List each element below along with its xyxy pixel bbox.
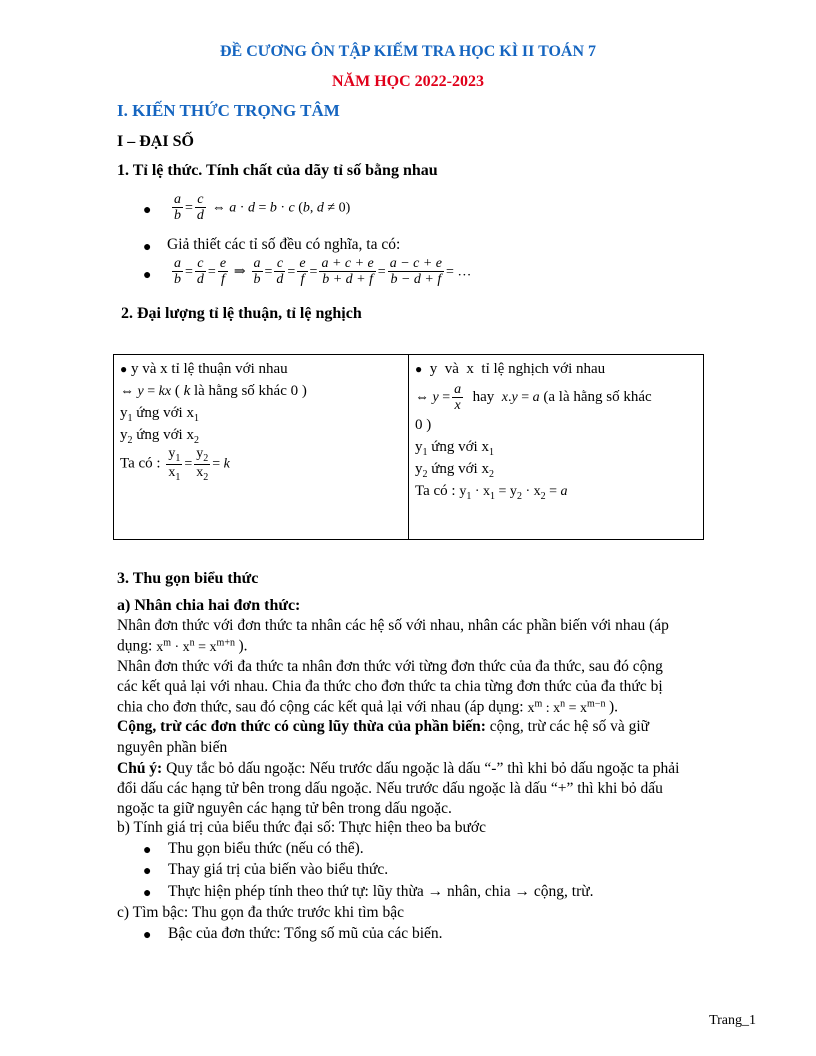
inverse-def: (a là hằng số khác [543,389,652,405]
inverse-def-cont: 0 ) [415,417,432,433]
inverse-title: tỉ lệ nghịch với nhau [481,361,606,377]
formula-proportion: $\frac{a}{b}$ = $\frac{c}{d}$ ⇔ a · d = b · c (b, d ≠ 0) [174,192,351,224]
list-item: Thay giá trị của biến vào biểu thức. [168,861,389,878]
bullet-icon: ● [143,203,152,218]
list-item: Thu gọn biểu thức (nếu có thể). [168,840,364,857]
page-number: Trang_1 [709,1013,756,1028]
sub-c-heading: c) Tìm bậc: Thu gọn đa thức trước khi tìm bậc [117,904,404,921]
hay-text: hay [472,389,495,405]
direct-title: y và x tỉ lệ thuận với nhau [131,361,288,377]
proportion-table [113,354,704,540]
note-label: Chú ý: [117,760,163,777]
bullet-icon: ● [143,268,152,283]
paragraph-line [117,760,679,778]
bullet-icon: ● [143,864,152,879]
part3-heading: 3. Thu gọn biểu thức [117,570,259,587]
paragraph-line: chia cho đơn thức, sau đó cộng các kết quả lại với nhau (áp dụng: $x^m$ : $x^n = x^{m-n}$ ). [117,698,618,716]
sub-a-heading: a) Nhân chia hai đơn thức: [117,597,301,614]
part1-heading: 1. Tỉ lệ thức. Tính chất của dãy tỉ số bằng nhau [117,162,438,179]
bullet-icon: ● [143,928,152,943]
algebra-heading: I – ĐẠI SỐ [117,133,194,150]
list-item: Thực hiện phép tính theo thứ tự: lũy thừa → nhân, chia → cộng, trừ. [168,883,594,900]
text-run: Quy tắc bỏ dấu ngoặc: Nếu trước dấu ngoặc là dấu “-” thì khi bỏ dấu ngoặc ta phải [162,760,680,777]
formula-ratio-chain: $\frac{a}{b}$ = $\frac{c}{d}$ = $\frac{e}{f}$ ⇒ $\frac{a}{b}$ = $\frac{c}{d}$ = $\frac{e}{f}$ = $\frac{a + c + e}{b + d + f}$ = $\frac{a - c + e}{b - d + f}$ = … [174,256,472,288]
school-year: NĂM HỌC 2022-2023 [332,73,484,90]
row-text: ứng với [431,439,478,455]
document-title: ĐỀ CƯƠNG ÔN TẬP KIẾM TRA HỌC KÌ II TOÁN 7 [219,43,597,60]
direct-proportion-cell: ● y và x tỉ lệ thuận với nhau ⇔ y = kx ( k là hằng số khác 0 ) $y_1$ ứng với $x_1$ $y_2$ ứng với $x_2$ Ta có : $\frac{y_1}{x_1}$ = $\frac{y_2}{x_2}$ = k [114,355,409,540]
text-run: ). [608,698,618,716]
ta-co-label: Ta có : [120,455,161,472]
row-text: ứng với [431,461,478,477]
row-text: ứng với [136,427,183,443]
bullet-text: Giả thiết các tỉ số đều có nghĩa, ta có: [167,236,401,253]
paragraph-line: đổi dấu các hạng tử bên trong dấu ngoặc. Nếu trước dấu ngoặc là dấu “+” thì khi bỏ dấu [117,780,663,797]
paragraph-line: Nhân đơn thức với đa thức ta nhân đơn thức với từng đơn thức của đa thức, sau đó cộng [117,658,663,675]
ta-co-label: Ta có : [415,483,456,499]
list-item: Bậc của đơn thức: Tổng số mũ của các biến. [168,925,443,942]
direct-def: là hằng số khác 0 [193,383,299,399]
section-heading: I. KIẾN THỨC TRỌNG TÂM [117,101,340,120]
row-text: ứng với [136,405,183,421]
inverse-proportion-cell: ● y và x tỉ lệ nghịch với nhau ⇔ y = $\frac{a}{x}$ hay x.y = a (a là hằng số khác 0 ) $y_1$ ứng với $x_1$ $y_2$ ứng với $x_2$ Ta có : $y_1 \cdot x_1 = y_2 \cdot x_2 = a$ [409,355,704,540]
paragraph-line: Nhân đơn thức với đơn thức ta nhân các hệ số với nhau, nhân các phần biến với nhau (áp [117,617,669,634]
paragraph-line [117,718,649,736]
text-run: ). [238,637,248,655]
part2-heading: 2. Đại lượng tỉ lệ thuận, tỉ lệ nghịch [121,305,362,322]
paragraph-line: ngoặc ta giữ nguyên các hạng tử bên trong dấu ngoặc. [117,800,452,817]
text-run: chia cho đơn thức, sau đó cộng các kết quả lại với nhau (áp dụng: [117,698,524,716]
paragraph-line: nguyên phần biến [117,739,228,756]
bullet-icon: ● [143,886,152,901]
text-run: Cộng, trừ các đơn thức có cùng lũy thừa của phần biến: [117,718,486,735]
text-run: cộng, trừ các hệ số và giữ [485,718,650,735]
bullet-icon: ● [143,240,152,255]
sub-b-heading: b) Tính giá trị của biểu thức đại số: Thực hiện theo ba bước [117,819,486,836]
paragraph-line: các kết quả lại với nhau. Chia đa thức cho đơn thức ta chia từng đơn thức của đa thức bị [117,678,663,695]
paragraph-line: dụng: $x^m \cdot x^n = x^{m+n}$ ). [117,637,248,655]
bullet-icon: ● [143,843,152,858]
text-run: dụng: [117,637,153,655]
